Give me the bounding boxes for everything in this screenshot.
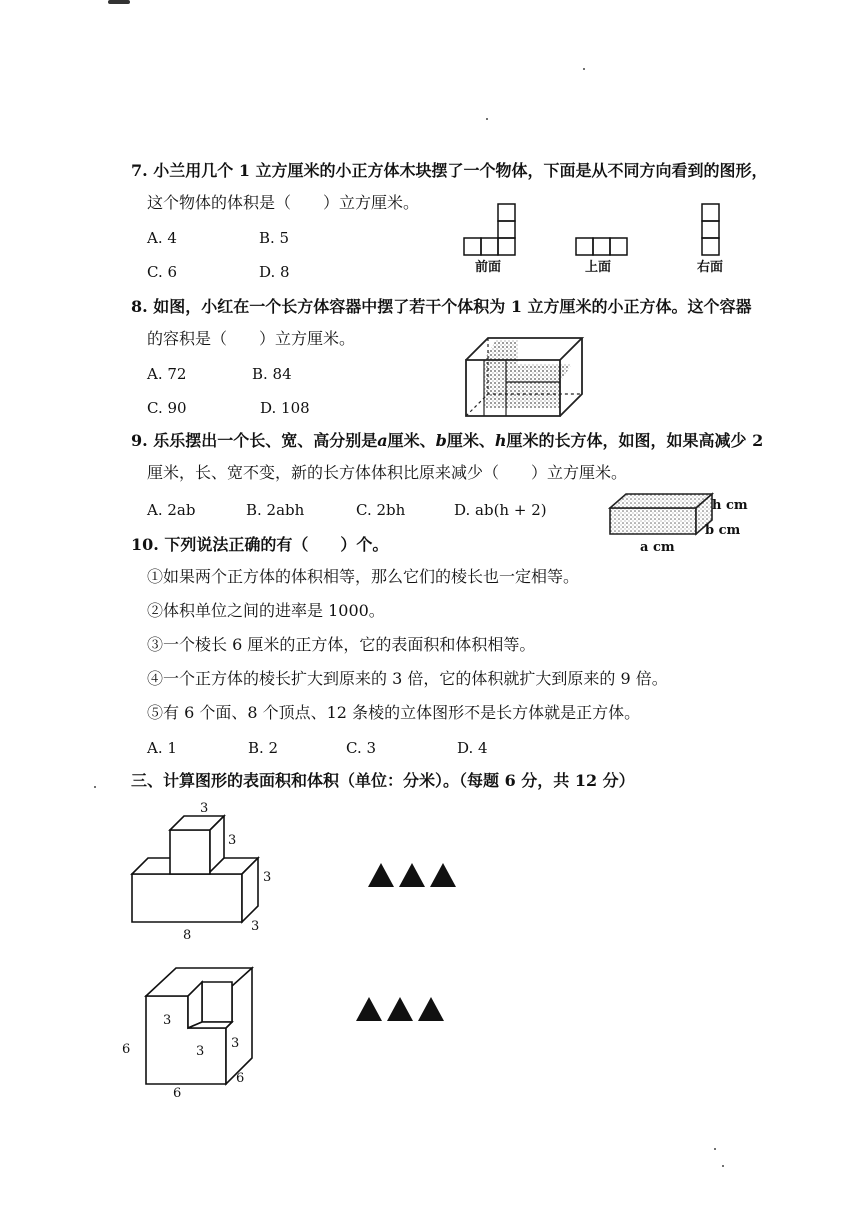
triangle-icon: [430, 863, 456, 887]
figure-1-dim-height: 3: [263, 870, 272, 885]
q10-statement: ④一个正方体的棱长扩大到原来的 3 倍，它的体积就扩大到原来的 9 倍。: [147, 669, 668, 688]
figure-1-dim-length: 8: [183, 928, 192, 943]
q9-option-a: A. 2ab: [147, 501, 196, 519]
q8-option-b: B. 84: [252, 365, 292, 383]
figure-1-dim-top: 3: [200, 801, 209, 816]
triangle-icon: [368, 863, 394, 887]
figure-1-dim-cube-side: 3: [228, 833, 237, 848]
scan-speck: [583, 68, 585, 70]
scan-speck: [722, 1165, 724, 1167]
q10-statement: ②体积单位之间的进率是 1000。: [147, 601, 385, 620]
q9-option-d: D. ab(h + 2): [454, 501, 547, 519]
scan-speck: [94, 786, 96, 788]
q10-option-d: D. 4: [457, 739, 488, 757]
q8-container-diagram: [462, 330, 602, 425]
q9-option-b: B. 2abh: [246, 501, 305, 519]
q9-label-a: a cm: [640, 540, 675, 555]
triangle-icon: [387, 997, 413, 1021]
figure-2-dim-length: 6: [173, 1086, 182, 1101]
figure-2-dim-notch-width: 3: [196, 1044, 205, 1059]
q8-line-2: 的容积是（ ）立方厘米。: [147, 329, 356, 348]
q8-option-a: A. 72: [147, 365, 187, 383]
figure-1-answer-triangles: [366, 860, 466, 890]
q7-option-d: D. 8: [259, 263, 290, 281]
q10-option-c: C. 3: [346, 739, 377, 757]
triangle-icon: [399, 863, 425, 887]
triangle-icon: [418, 997, 444, 1021]
figure-2-answer-triangles: [354, 994, 454, 1024]
scan-smear: [108, 0, 130, 4]
q7-label-front: 前面: [475, 260, 502, 275]
q9-var-h: h: [494, 431, 507, 450]
q10-statement: ①如果两个正方体的体积相等，那么它们的棱长也一定相等。: [147, 567, 580, 586]
q9-option-c: C. 2bh: [356, 501, 406, 519]
q9-text-4: 厘米的长方体，如图，如果高减少 2: [506, 431, 764, 450]
q7-label-top: 上面: [585, 260, 612, 275]
q9-var-a: a: [377, 431, 388, 450]
figure-2-dim-depth: 6: [236, 1071, 245, 1086]
q10-stem: 10. 下列说法正确的有（ ）个。: [131, 535, 389, 554]
figure-2-dim-notch-depth: 3: [231, 1036, 240, 1051]
q7-option-b: B. 5: [259, 229, 290, 247]
scan-speck: [714, 1148, 716, 1150]
triangle-icon: [356, 997, 382, 1021]
figure-2-dim-notch-height: 3: [163, 1013, 172, 1028]
q8-option-d: D. 108: [260, 399, 310, 417]
scan-speck: [486, 118, 488, 120]
figure-1-dim-depth: 3: [251, 919, 260, 934]
q9-line-2: 厘米，长、宽不变，新的长方体体积比原来减少（ ）立方厘米。: [147, 463, 628, 482]
q9-text-2: 厘米、: [387, 431, 436, 450]
q9-text-3: 厘米、: [446, 431, 495, 450]
q8-line-1: 8. 如图，小红在一个长方体容器中摆了若干个体积为 1 立方厘米的小正方体。这个容器: [131, 297, 752, 316]
section-3-title: 三、计算图形的表面积和体积（单位：分米）。（每题 6 分，共 12 分）: [131, 771, 635, 790]
q10-statement: ⑤有 6 个面、8 个顶点、12 条棱的立体图形不是长方体就是正方体。: [147, 703, 641, 722]
figure-2-notched-cube: [142, 966, 282, 1096]
q9-line-1: [131, 430, 763, 452]
q7-line-2: 这个物体的体积是（ ）立方厘米。: [147, 193, 420, 212]
q8-option-c: C. 90: [147, 399, 187, 417]
q10-option-a: A. 1: [147, 739, 177, 757]
q7-label-right: 右面: [697, 260, 724, 275]
q7-option-a: A. 4: [147, 229, 177, 247]
q9-text-1: 9. 乐乐摆出一个长、宽、高分别是: [131, 431, 378, 450]
q9-label-b: b cm: [705, 523, 741, 538]
q9-label-h: h cm: [712, 498, 748, 513]
q9-var-b: b: [435, 431, 447, 450]
q10-option-b: B. 2: [248, 739, 279, 757]
q7-option-c: C. 6: [147, 263, 178, 281]
q10-statement: ③一个棱长 6 厘米的正方体，它的表面积和体积相等。: [147, 635, 536, 654]
figure-2-dim-height: 6: [122, 1042, 131, 1057]
q7-line-1: 7. 小兰用几个 1 立方厘米的小正方体木块摆了一个物体，下面是从不同方向看到的图形，: [131, 161, 768, 180]
